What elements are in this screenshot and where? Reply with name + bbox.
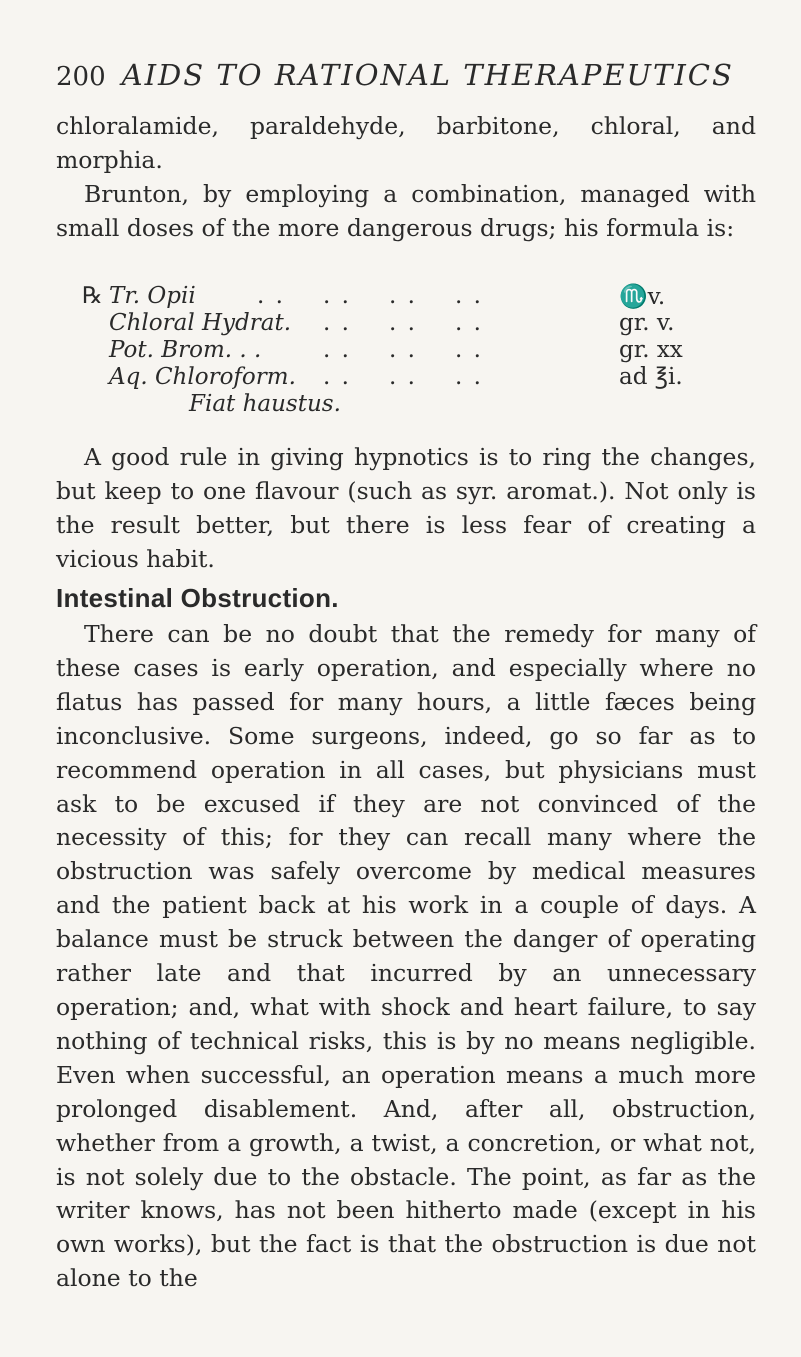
- ingredient-name: Tr. Opii: [109, 283, 196, 309]
- prescription-line: [82, 310, 762, 337]
- paragraph-continued: chloralamide, paraldehyde, barbitone, chloral, and morphia.: [56, 112, 756, 174]
- ingredient-quantity: gr. xx: [619, 337, 683, 363]
- leader-dots: . . . . . .: [323, 364, 483, 390]
- ingredient-name: Chloral Hydrat.: [109, 310, 292, 336]
- paragraph-brunton: Brunton, by employing a combination, managed with small doses of the more dangerous drugs; his formula is:: [56, 180, 756, 242]
- ingredient-quantity: ♏v.: [619, 284, 666, 310]
- prescription-block: [82, 283, 762, 417]
- leader-dots: . . . . . .: [323, 310, 483, 336]
- prescription-line: [82, 364, 762, 391]
- leader-dots: . . . . . . . .: [257, 283, 483, 309]
- ingredient-quantity: ad ℥i.: [619, 364, 683, 390]
- recipe-symbol: ℞: [82, 283, 103, 309]
- section-heading: Intestinal Obstruction.: [56, 583, 339, 613]
- ingredient-name: Aq. Chloroform.: [109, 364, 296, 390]
- ingredient-quantity: gr. v.: [619, 310, 675, 336]
- leader-dots: . . . . . .: [323, 337, 483, 363]
- section-body: There can be no doubt that the remedy for many of these cases is early operation, and especially where no flatus has passed for many hours, a little fæces being inconclusive. Some surgeons, indeed, go so far as to recommend operation in all cases, but physicians must ask to be excused if they are not convinced of the necessity of this; for they can recall many where the obstruction was safely overcome by medical measures and the patient back at his work in a couple of days. A balance must be struck between the danger of operating rather late and that incurred by an unnecessary operation; and, what with shock and heart failure, to say nothing of technical risks, this is by no means negligible. Even when successful, an operation means a much more prolonged disablement. And, after all, obstruction, whether from a growth, a twist, a concretion, or what not, is not solely due to the obstacle. The point, as far as the writer knows, has not been hitherto made (except in his own works), but the fact is that the obstruction is due not alone to the: [56, 620, 756, 1293]
- prescription-line: [82, 283, 762, 310]
- prescription-closing: Fiat haustus.: [189, 391, 341, 417]
- running-header: [56, 58, 756, 98]
- paragraph-rule: A good rule in giving hypnotics is to ring the changes, but keep to one flavour (such as syr. aromat.). Not only is the result better, but there is less fear of creating a vicious habit.: [56, 443, 756, 573]
- prescription-line: [82, 337, 762, 364]
- ingredient-name: Pot. Brom. . .: [109, 337, 262, 363]
- running-title: AIDS TO RATIONAL THERAPEUTICS: [121, 58, 734, 92]
- page-number: 200: [56, 62, 106, 92]
